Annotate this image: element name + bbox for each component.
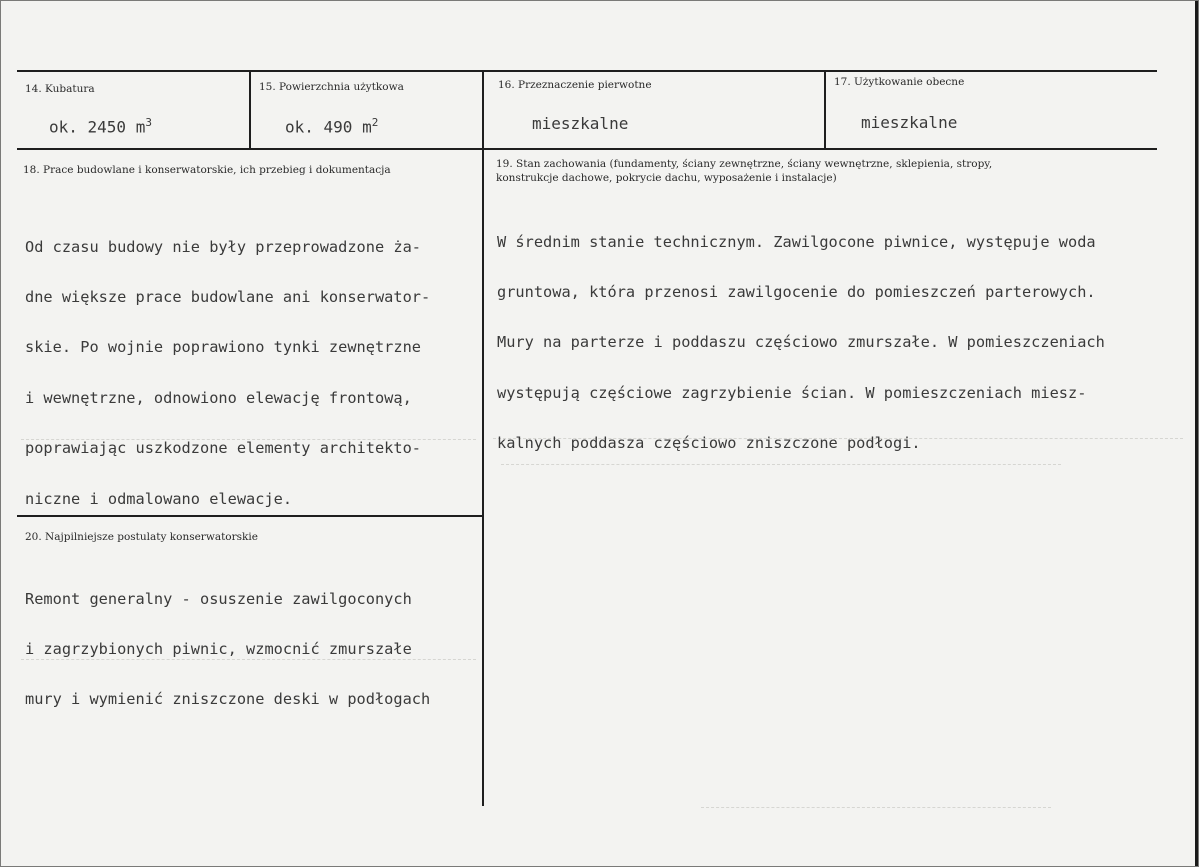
field-18-text xyxy=(25,205,430,541)
field-18-line: poprawiając uszkodzone elementy architekto- xyxy=(25,439,422,458)
field-15-unit-exponent: 2 xyxy=(371,116,379,129)
field-19-line: występują częściowe zagrzybienie ścian. W pomieszczeniach miesz- xyxy=(497,383,1087,402)
field-20-line: Remont generalny - osuszenie zawilgoconych xyxy=(25,589,412,608)
field-18-line: niczne i odmalowano elewacje. xyxy=(25,489,293,508)
card-edge xyxy=(1195,1,1198,867)
field-20-line: i zagrzybionych piwnic, wzmocnić zmurszałe xyxy=(25,639,412,658)
field-18-line: Od czasu budowy nie były przeprowadzone ża- xyxy=(25,237,422,256)
field-19-label-line: 19. Stan zachowania (fundamenty, ściany zewnętrzne, ściany wewnętrzne, sklepienia, stropy, xyxy=(496,158,993,170)
top-rule xyxy=(17,70,1157,72)
field-15-number: ok. 490 m xyxy=(285,117,372,137)
field-19-line: W średnim stanie technicznym. Zawilgocone piwnice, występuje woda xyxy=(497,232,1096,251)
field-16-label: 16. Przeznaczenie pierwotne xyxy=(498,79,652,91)
divider-16-17 xyxy=(824,71,826,149)
field-14-unit-exponent: 3 xyxy=(145,116,152,129)
divider-14-15 xyxy=(249,71,251,149)
ghost-rule xyxy=(701,807,1051,808)
field-14-number: ok. 2450 m xyxy=(49,117,146,137)
field-20-text xyxy=(25,557,430,742)
field-14-value xyxy=(49,116,152,136)
field-15-label: 15. Powierzchnia użytkowa xyxy=(259,81,404,93)
field-17-label: 17. Użytkowanie obecne xyxy=(834,76,965,88)
field-19-label xyxy=(496,158,992,185)
field-14-label: 14. Kubatura xyxy=(25,83,95,95)
field-15-value xyxy=(285,116,378,136)
field-18-line: i wewnętrzne, odnowiono elewację frontową, xyxy=(25,388,412,407)
field-18-line: dne większe prace budowlane ani konserwator- xyxy=(25,287,431,306)
field-20-line: mury i wymienić zniszczone deski w podłogach xyxy=(25,690,431,709)
field-19-label-line: konstrukcje dachowe, pokrycie dachu, wyposażenie i instalacje) xyxy=(496,171,837,184)
field-19-line: gruntowa, która przenosi zawilgocenie do pomieszczeń parterowych. xyxy=(497,282,1096,301)
field-19-line: kalnych poddasza częściowo zniszczone podłogi. xyxy=(497,434,921,453)
field-18-label: 18. Prace budowlane i konserwatorskie, ich przebieg i dokumentacja xyxy=(23,164,391,176)
field-19-text xyxy=(497,200,1105,486)
field-20-label: 20. Najpilniejsze postulaty konserwatorskie xyxy=(25,531,258,543)
field-19-line: Mury na parterze i poddaszu częściowo zmurszałe. W pomieszczeniach xyxy=(497,333,1105,352)
field-16-value: mieszkalne xyxy=(532,114,629,133)
row1-bottom-rule xyxy=(17,148,1157,150)
divider-15-16 xyxy=(482,71,484,806)
field-17-value: mieszkalne xyxy=(861,113,958,132)
field-18-line: skie. Po wojnie poprawiono tynki zewnętrzne xyxy=(25,338,422,357)
